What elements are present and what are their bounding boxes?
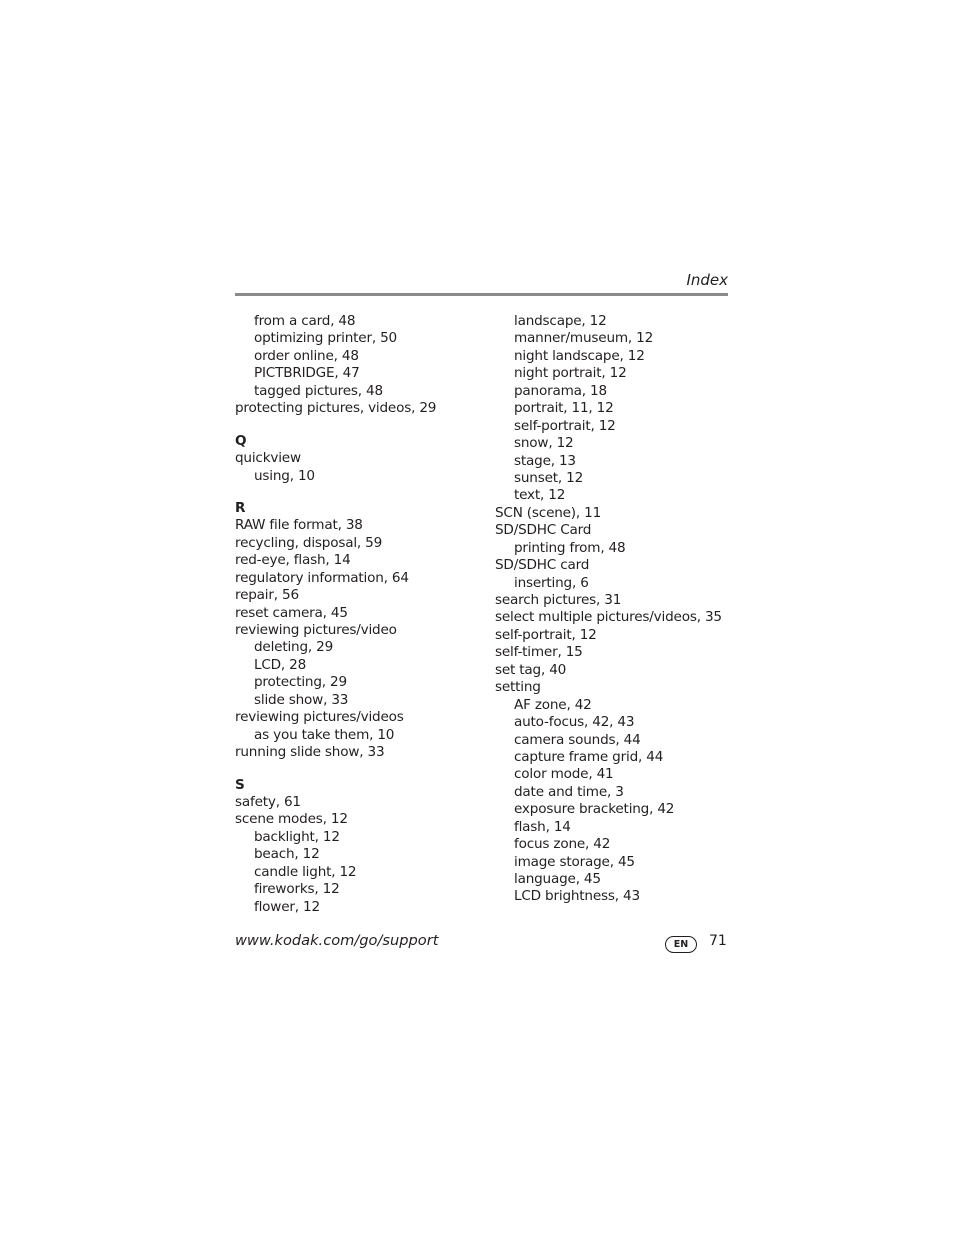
header-rule: [235, 293, 728, 296]
index-entry: SCN (scene), 11: [495, 504, 602, 521]
index-subentry: snow, 12: [514, 435, 574, 452]
index-entry: SD/SDHC card: [495, 557, 590, 574]
index-subentry: capture frame grid, 44: [514, 748, 664, 765]
index-entry: recycling, disposal, 59: [235, 534, 383, 551]
index-subentry: order online, 48: [254, 347, 359, 364]
page-number: 71: [709, 933, 727, 949]
index-subentry: PICTBRIDGE, 47: [254, 365, 360, 382]
index-entry: quickview: [235, 450, 301, 467]
index-subentry: printing from, 48: [514, 539, 626, 556]
section-gap: [235, 418, 485, 433]
index-entry: protecting pictures, videos, 29: [235, 400, 437, 417]
index-subentry: flower, 12: [254, 898, 320, 915]
index-entry: setting: [495, 679, 541, 696]
index-entry: RAW file format, 38: [235, 517, 363, 534]
index-entry: running slide show, 33: [235, 744, 385, 761]
page-header-title: Index: [686, 271, 728, 289]
index-section-letter: R: [235, 499, 246, 516]
footer-url: www.kodak.com/go/support: [235, 932, 439, 949]
index-subentry: using, 10: [254, 467, 315, 484]
index-subentry: LCD, 28: [254, 656, 307, 673]
index-subentry: flash, 14: [514, 818, 571, 835]
index-subentry: language, 45: [514, 871, 601, 887]
index-subentry: stage, 13: [514, 452, 576, 469]
index-subentry: manner/museum, 12: [514, 330, 654, 347]
index-subentry: night landscape, 12: [514, 347, 645, 364]
index-entry: select multiple pictures/videos, 35: [495, 609, 722, 626]
index-entry: red-eye, flash, 14: [235, 552, 351, 569]
index-entry: reviewing pictures/videos: [235, 709, 404, 726]
index-subentry: LCD brightness, 43: [514, 888, 640, 905]
index-entry: safety, 61: [235, 793, 301, 810]
index-entry: regulatory information, 64: [235, 569, 409, 586]
index-entry: scene modes, 12: [235, 811, 348, 828]
index-subentry: candle light, 12: [254, 863, 357, 880]
index-subentry: optimizing printer, 50: [254, 330, 397, 347]
index-subentry: slide show, 33: [254, 691, 349, 708]
index-subentry: color mode, 41: [514, 766, 614, 783]
index-column-right: [495, 313, 735, 906]
index-subentry: backlight, 12: [254, 828, 340, 845]
index-column-left: [235, 313, 485, 916]
index-subentry: focus zone, 42: [514, 836, 611, 853]
index-entry: repair, 56: [235, 587, 299, 604]
index-subentry: date and time, 3: [514, 783, 624, 800]
index-subentry: panorama, 18: [514, 382, 607, 399]
index-entry: reset camera, 45: [235, 604, 348, 621]
index-subentry: deleting, 29: [254, 639, 334, 656]
index-entry: SD/SDHC Card: [495, 522, 592, 539]
index-entry: self-portrait, 12: [495, 626, 597, 643]
index-subentry: from a card, 48: [254, 313, 356, 329]
index-subentry: exposure bracketing, 42: [514, 801, 675, 818]
index-entry: set tag, 40: [495, 661, 567, 678]
index-subentry: landscape, 12: [514, 313, 607, 329]
language-badge: EN: [665, 936, 697, 953]
index-entry: reviewing pictures/video: [235, 622, 397, 638]
index-subentry: beach, 12: [254, 846, 320, 863]
index-subentry: AF zone, 42: [514, 696, 592, 713]
section-gap: [235, 485, 485, 500]
section-gap: [235, 762, 485, 777]
index-subentry: sunset, 12: [514, 469, 584, 486]
index-subentry: portrait, 11, 12: [514, 400, 614, 417]
index-subentry: fireworks, 12: [254, 881, 340, 898]
index-section-letter: S: [235, 776, 245, 793]
index-subentry: self-portrait, 12: [514, 417, 616, 434]
index-subentry: tagged pictures, 48: [254, 382, 383, 399]
index-subentry: inserting, 6: [514, 574, 589, 591]
index-subentry: image storage, 45: [514, 853, 635, 870]
index-subentry: night portrait, 12: [514, 365, 627, 382]
index-entry: search pictures, 31: [495, 592, 622, 608]
index-subentry: as you take them, 10: [254, 726, 395, 743]
index-section-letter: Q: [235, 432, 247, 449]
index-subentry: text, 12: [514, 487, 566, 504]
index-subentry: camera sounds, 44: [514, 731, 641, 748]
index-subentry: auto-focus, 42, 43: [514, 714, 635, 731]
index-subentry: protecting, 29: [254, 674, 347, 691]
index-entry: self-timer, 15: [495, 644, 583, 661]
